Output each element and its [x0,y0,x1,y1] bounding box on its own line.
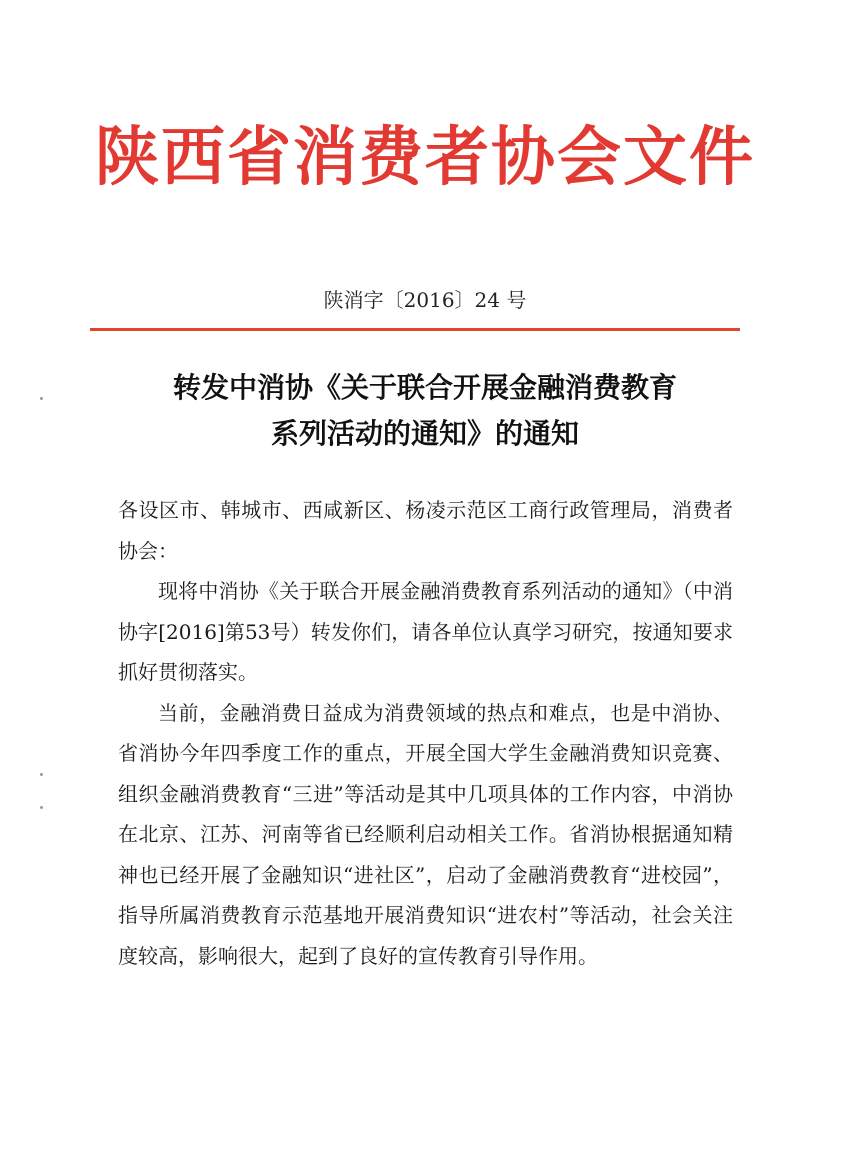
document-body [118,490,733,976]
document-number: 陕消字〔2016〕24 号 [323,288,527,312]
paragraph-1: 现将中消协《关于联合开展金融消费教育系列活动的通知》（中消协字[2016]第53号）转发你们，请各单位认真学习研究，按通知要求抓好贯彻落实。 [118,579,733,684]
document-masthead: 陕西省消费者协会文件 [95,121,755,195]
salutation: 各设区市、韩城市、西咸新区、杨凌示范区工商行政管理局，消费者协会： [118,498,733,563]
scan-speck [40,806,43,809]
red-divider-line [90,328,740,331]
paragraph-2: 当前，金融消费日益成为消费领域的热点和难点，也是中消协、省消协今年四季度工作的重点，开展全国大学生金融消费知识竞赛、组织金融消费教育“三进”等活动是其中几项具体的工作内容，中消协在北京、江苏、河南等省已经顺利启动相关工作。省消协根据通知精神也已经开展了金融知识“进社区”，启动了金融消费教育“进校园”，指导所属消费教育示范基地开展消费知识“进农村”等活动，社会关注度较高，影响很大，起到了良好的宣传教育引导作用。 [118,700,733,968]
title-line-2: 系列活动的通知》的通知 [270,417,579,450]
scan-speck [40,773,43,776]
scan-speck [40,397,43,400]
document-title [100,365,750,457]
title-line-1: 转发中消协《关于联合开展金融消费教育 [172,371,677,404]
